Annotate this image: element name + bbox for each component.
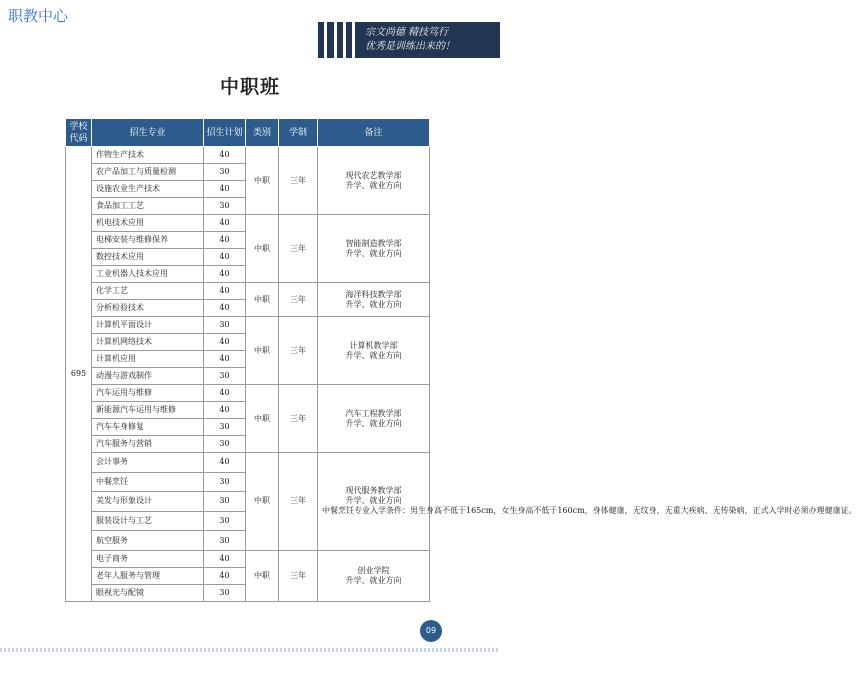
major-cell: 汽车服务与营销 xyxy=(92,436,204,453)
major-cell: 作物生产技术 xyxy=(92,147,204,164)
table-row xyxy=(66,147,430,164)
major-cell: 新能源汽车运用与维修 xyxy=(92,402,204,419)
note-line: 升学、就业方向 xyxy=(345,248,402,258)
duration-cell: 三年 xyxy=(279,215,318,283)
duration-cell: 三年 xyxy=(279,453,318,551)
category-cell: 中职 xyxy=(246,453,279,551)
duration-cell: 三年 xyxy=(279,147,318,215)
plan-cell: 40 xyxy=(204,550,246,567)
table-row xyxy=(66,215,430,232)
table-row xyxy=(66,283,430,300)
duration-cell: 三年 xyxy=(279,550,318,601)
major-cell: 机电技术应用 xyxy=(92,215,204,232)
major-cell: 农产品加工与质量检测 xyxy=(92,164,204,181)
major-cell: 汽车运用与维修 xyxy=(92,385,204,402)
major-cell: 电梯安装与维修保养 xyxy=(92,232,204,249)
category-cell: 中职 xyxy=(246,215,279,283)
plan-cell: 40 xyxy=(204,385,246,402)
note-line: 升学、就业方向 xyxy=(345,418,402,428)
plan-cell: 40 xyxy=(204,147,246,164)
duration-cell: 三年 xyxy=(279,385,318,453)
plan-cell: 40 xyxy=(204,232,246,249)
header-duration: 学制 xyxy=(279,119,318,147)
major-cell: 工业机器人技术应用 xyxy=(92,266,204,283)
note-line: 创业学院 xyxy=(357,565,390,575)
major-cell: 美发与形象设计 xyxy=(92,492,204,512)
notes-cell xyxy=(318,453,857,551)
motto-banner xyxy=(318,22,500,58)
major-cell: 眼视光与配镜 xyxy=(92,584,204,601)
plan-cell: 40 xyxy=(204,334,246,351)
motto-line-1: 宗文尚德 精技笃行 xyxy=(365,27,449,38)
category-cell: 中职 xyxy=(246,317,279,385)
category-cell: 中职 xyxy=(246,283,279,317)
major-cell: 老年人服务与管理 xyxy=(92,567,204,584)
major-cell: 设施农业生产技术 xyxy=(92,181,204,198)
motto-line-2: 优秀是训练出来的！ xyxy=(365,41,455,52)
header-category: 类别 xyxy=(246,119,279,147)
note-line: 海洋科技教学部 xyxy=(345,289,402,299)
major-cell: 航空服务 xyxy=(92,531,204,551)
note-line: 升学、就业方向 xyxy=(345,180,402,190)
table-row xyxy=(66,550,430,567)
duration-cell: 三年 xyxy=(279,283,318,317)
note-line: 升学、就业方向 xyxy=(345,496,402,506)
plan-cell: 30 xyxy=(204,436,246,453)
plan-cell: 30 xyxy=(204,511,246,531)
note-line: 现代服务教学部 xyxy=(345,486,402,496)
header-notes: 备注 xyxy=(318,119,430,147)
major-cell: 电子商务 xyxy=(92,550,204,567)
notes-cell xyxy=(318,283,430,317)
note-line: 汽车工程教学部 xyxy=(345,408,402,418)
header-plan: 招生计划 xyxy=(204,119,246,147)
major-cell: 会计事务 xyxy=(92,453,204,473)
school-code-cell: 695 xyxy=(66,147,92,602)
plan-cell: 40 xyxy=(204,181,246,198)
plan-cell: 40 xyxy=(204,300,246,317)
major-cell: 动漫与游戏制作 xyxy=(92,368,204,385)
table-header-row xyxy=(66,119,430,147)
major-cell: 中餐烹饪 xyxy=(92,472,204,492)
motto-box xyxy=(355,22,500,58)
plan-cell: 30 xyxy=(204,198,246,215)
plan-cell: 40 xyxy=(204,215,246,232)
plan-cell: 30 xyxy=(204,317,246,334)
plan-cell: 30 xyxy=(204,164,246,181)
notes-cell xyxy=(318,215,430,283)
plan-cell: 40 xyxy=(204,266,246,283)
category-cell: 中职 xyxy=(246,385,279,453)
category-cell: 中职 xyxy=(246,147,279,215)
plan-cell: 30 xyxy=(204,531,246,551)
plan-cell: 30 xyxy=(204,419,246,436)
plan-cell: 40 xyxy=(204,351,246,368)
page-number: 09 xyxy=(420,620,442,642)
note-line: 中餐烹饪专业入学条件：男生身高不低于165cm，女生身高不低于160cm，身体健康，无纹身，无重大疾病、无传染病，正式入学时必须办理健康证。 xyxy=(322,506,857,516)
duration-cell: 三年 xyxy=(279,317,318,385)
plan-cell: 40 xyxy=(204,249,246,266)
major-cell: 计算机平面设计 xyxy=(92,317,204,334)
table-row xyxy=(66,317,430,334)
table-row xyxy=(66,385,430,402)
table-body xyxy=(66,147,857,602)
banner-stripes xyxy=(318,22,355,58)
page-title: 中职班 xyxy=(219,76,280,98)
notes-cell xyxy=(318,550,430,601)
note-line: 计算机教学部 xyxy=(349,340,398,350)
major-cell: 化学工艺 xyxy=(92,283,204,300)
notes-cell xyxy=(318,385,430,453)
plan-cell: 30 xyxy=(204,584,246,601)
plan-cell: 30 xyxy=(204,492,246,512)
enrollment-table xyxy=(65,118,857,602)
category-cell: 中职 xyxy=(246,550,279,601)
footer-rule xyxy=(0,648,500,652)
note-line: 升学、就业方向 xyxy=(345,575,402,585)
plan-cell: 40 xyxy=(204,567,246,584)
plan-cell: 30 xyxy=(204,472,246,492)
plan-cell: 30 xyxy=(204,368,246,385)
major-cell: 食品加工工艺 xyxy=(92,198,204,215)
plan-cell: 40 xyxy=(204,453,246,473)
note-line: 现代农艺教学部 xyxy=(345,170,402,180)
notes-cell xyxy=(318,317,430,385)
major-cell: 计算机网络技术 xyxy=(92,334,204,351)
major-cell: 数控技术应用 xyxy=(92,249,204,266)
watermark-text: 职教中心 xyxy=(8,7,69,25)
major-cell: 计算机应用 xyxy=(92,351,204,368)
major-cell: 服装设计与工艺 xyxy=(92,511,204,531)
header-major: 招生专业 xyxy=(92,119,204,147)
major-cell: 汽车车身修复 xyxy=(92,419,204,436)
plan-cell: 40 xyxy=(204,283,246,300)
note-line: 升学、就业方向 xyxy=(345,350,402,360)
major-cell: 分析检验技术 xyxy=(92,300,204,317)
note-line: 升学、就业方向 xyxy=(345,299,402,309)
table-row xyxy=(66,453,430,473)
plan-cell: 40 xyxy=(204,402,246,419)
header-school-code: 学校代码 xyxy=(66,119,92,147)
note-line: 智能制造教学部 xyxy=(345,238,402,248)
notes-cell xyxy=(318,147,430,215)
